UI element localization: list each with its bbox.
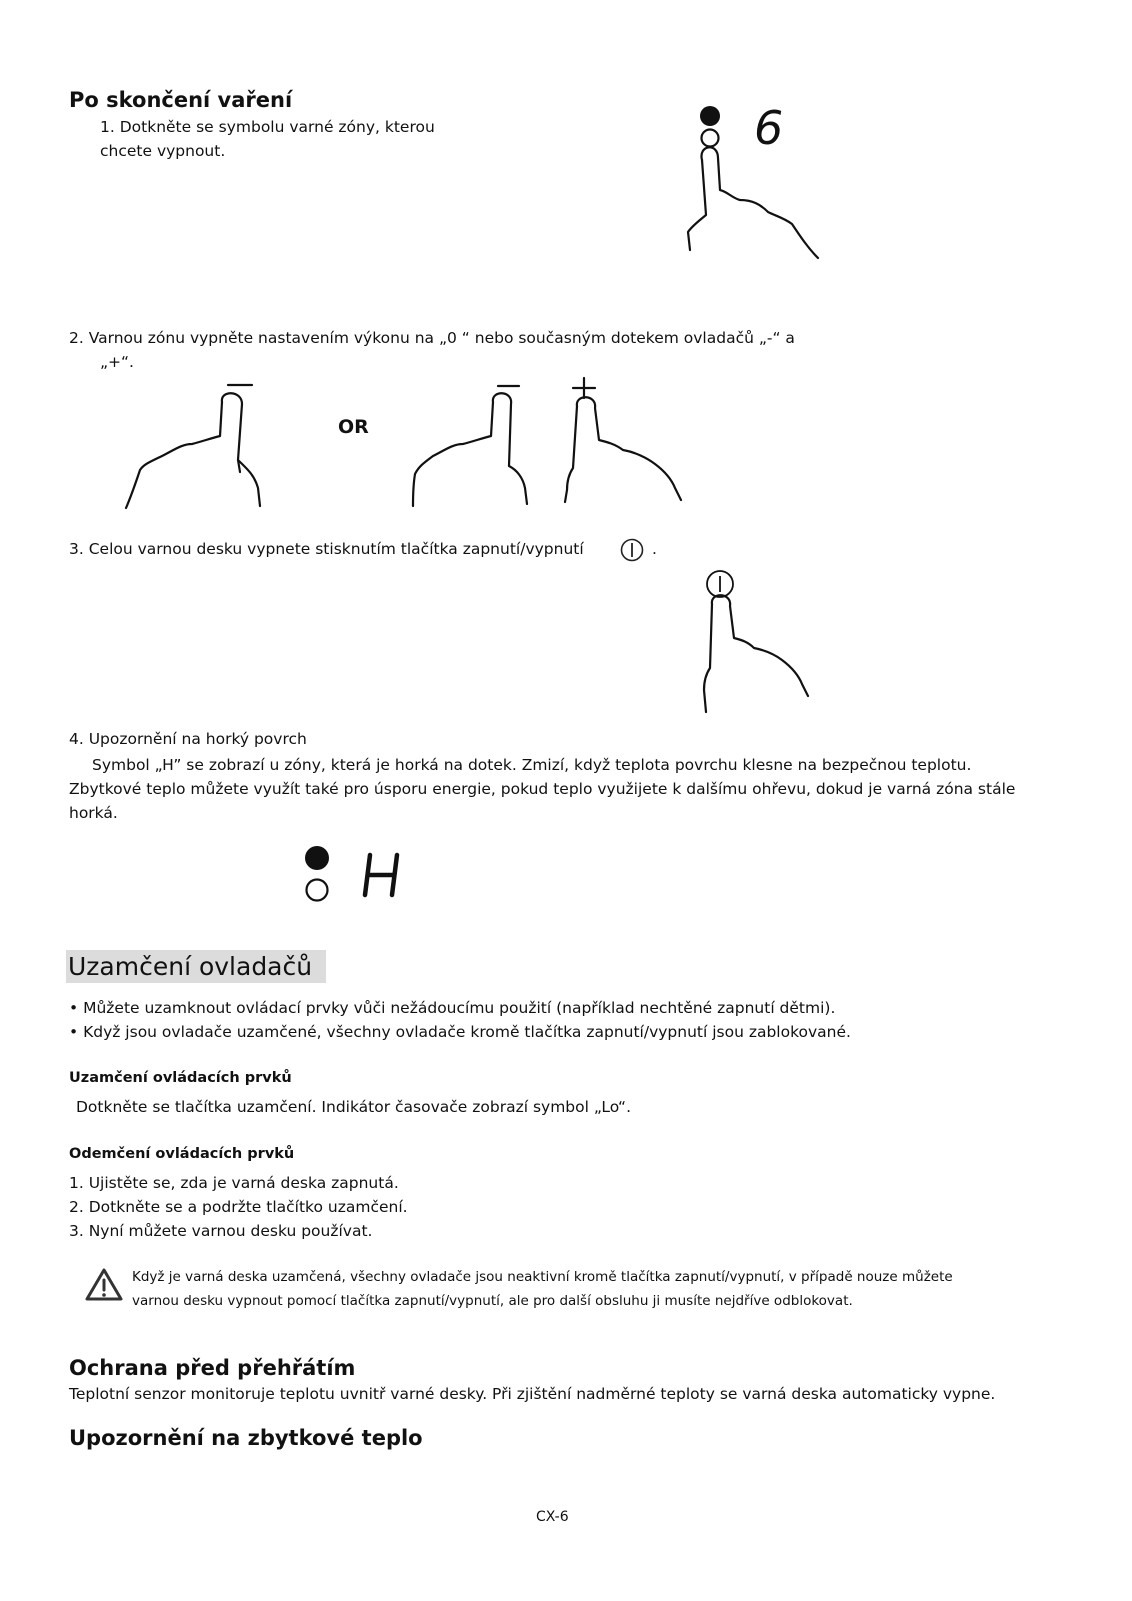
- zone-indicator-empty-icon: [307, 880, 328, 901]
- lock-bullet-2: • Když jsou ovladače uzamčené, všechny ovladače kromě tlačítka zapnutí/vypnutí jsou zablokované.: [69, 1023, 851, 1041]
- finger-icon: [688, 147, 818, 258]
- finger-icon: [413, 393, 527, 506]
- unlock-step-3: 3. Nyní můžete varnou desku používat.: [69, 1222, 373, 1240]
- power-touch-illustration: [690, 568, 820, 718]
- step-3-line: 3. Celou varnou desku vypnete stisknutím tlačítka zapnutí/vypnutí: [69, 540, 584, 558]
- unlock-step-1: 1. Ujistěte se, zda je varná deska zapnutá.: [69, 1174, 399, 1192]
- zone-indicator-filled-icon: [305, 846, 329, 870]
- section-title-residual-heat: Upozornění na zbytkové teplo: [69, 1426, 423, 1450]
- unlock-step-2: 2. Dotkněte se a podržte tlačítko uzamčení.: [69, 1198, 408, 1216]
- warning-text-b: varnou desku vypnout pomocí tlačítka zapnutí/vypnutí, ale pro další obsluhu ji musíte nejdříve odblokovat.: [132, 1293, 853, 1309]
- step-1-line-b: chcete vypnout.: [100, 142, 226, 160]
- display-digit: 6: [754, 101, 784, 155]
- section-title-after-cooking: Po skončení vaření: [69, 88, 293, 112]
- step-2-line-a: 2. Varnou zónu vypněte nastavením výkonu na „0 “ nebo současným dotekem ovladačů „-“ a: [69, 329, 795, 347]
- zone-indicator-empty-icon: [702, 130, 719, 147]
- section-heading-lock: Uzamčení ovladačů: [66, 950, 326, 983]
- page-number: CX-6: [536, 1509, 569, 1525]
- hot-surface-paragraph-2: Zbytkové teplo můžete využít také pro úsporu energie, pokud teplo využijete k dalšímu ohřevu, dokud je varná zóna stále: [69, 780, 1016, 798]
- h-symbol-icon: [365, 855, 397, 895]
- hand-minus-2-illustration: [405, 378, 545, 513]
- step-3-dot: .: [652, 540, 657, 558]
- hand-minus-illustration: [120, 378, 280, 513]
- overheat-text: Teplotní senzor monitoruje teplotu uvnitř varné desky. Při zjištění nadměrné teploty se varná deska automaticky vypne.: [69, 1385, 996, 1403]
- finger-icon: [126, 393, 260, 508]
- power-icon: [620, 538, 646, 564]
- step-1-line-a: 1. Dotkněte se symbolu varné zóny, kterou: [100, 118, 435, 136]
- warning-text-a: Když je varná deska uzamčená, všechny ovladače jsou neaktivní kromě tlačítka zapnutí/vypnutí, v případě nouze můžete: [132, 1269, 953, 1285]
- step-4-title: 4. Upozornění na horký povrch: [69, 730, 307, 748]
- lock-bullet-1: • Můžete uzamknout ovládací prvky vůči nežádoucímu použití (například nechtěné zapnutí dětmi).: [69, 999, 836, 1017]
- zone-indicator-filled-icon: [700, 106, 720, 126]
- or-label: OR: [338, 416, 369, 438]
- lock-subtitle: Uzamčení ovládacích prvků: [69, 1070, 292, 1086]
- lock-text: Dotkněte se tlačítka uzamčení. Indikátor časovače zobrazí symbol „Lo“.: [76, 1098, 632, 1116]
- zone-touch-illustration: [680, 100, 830, 270]
- finger-icon: [565, 397, 681, 502]
- section-title-overheat: Ochrana před přehřátím: [69, 1356, 356, 1380]
- warning-icon: [84, 1267, 124, 1303]
- finger-icon: [704, 595, 808, 712]
- hot-surface-paragraph-3: horká.: [69, 804, 118, 822]
- step-2-line-b: „+“.: [100, 353, 134, 371]
- unlock-subtitle: Odemčení ovládacích prvků: [69, 1146, 295, 1162]
- hot-surface-paragraph-1: Symbol „H” se zobrazí u zóny, která je horká na dotek. Zmizí, když teplota povrchu klesne na bezpečnou teplotu.: [92, 756, 972, 774]
- hand-plus-illustration: [555, 378, 695, 513]
- hot-indicator-illustration: [300, 845, 420, 905]
